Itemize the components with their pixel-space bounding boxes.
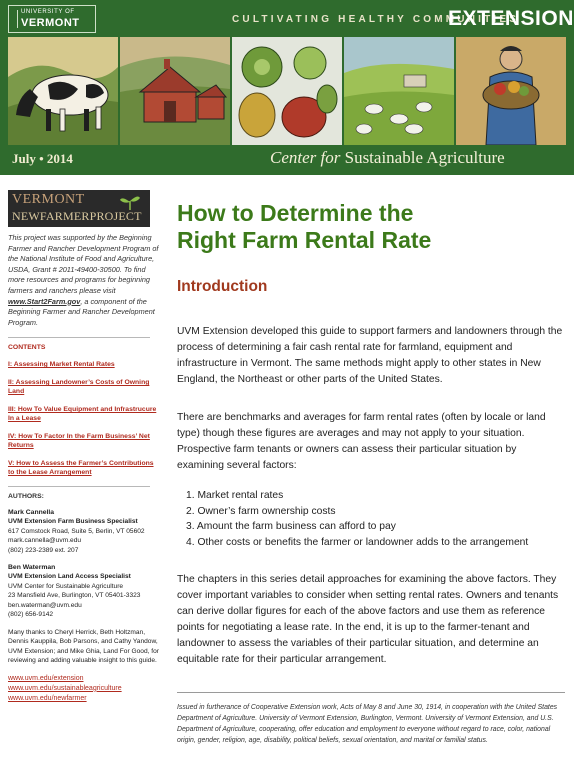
authors-heading: AUTHORS: (8, 493, 44, 501)
page-header (0, 0, 574, 175)
support-text-after: , a component of the Beginning Farmer and Rancher Development Program. (8, 296, 155, 327)
author-address: 23 Mansfield Ave, Burlington, VT 05401-3323 (8, 592, 141, 600)
toc-link-landowner-costs[interactable]: II: Assessing Landowner’s Costs of Owning Land (8, 379, 150, 396)
paragraph: UVM Extension developed this guide to support farmers and landowners through the process of determining a fair cash rental rate for farmland, equipment and infrastructure in Vermont. The same methods might apply to other states in New England, the Northeast or other parts of the United States. (177, 326, 563, 385)
contents-heading: CONTENTS (8, 344, 46, 352)
author-title: UVM Extension Farm Business Specialist (8, 518, 138, 526)
author-name: Mark Cannella (8, 509, 55, 517)
toc-link-farmer-contributions[interactable]: V: How to Assess the Farmer’s Contributions to the Lease Arrangement (8, 460, 154, 477)
footer-disclaimer: Issued in furtherance of Cooperative Extension work, Acts of May 8 and June 30, 1914, in cooperation with the United States Department of Agriculture. University of Vermont Extension, Burlington, Vermont. University of Vermont Extension, and U.S. Department of Agriculture, cooperating, offer education and employment to everyone without regard to race, color, national origin, gender, religion, age, disability, political beliefs, sexual orientation, and marital or familial status. (177, 704, 558, 744)
list-item: 1. Market rental rates (186, 490, 284, 501)
vegetables-illustration (232, 37, 342, 145)
sheep-pasture-illustration (344, 37, 454, 145)
url-list (8, 674, 160, 704)
url-extension-link[interactable]: www.uvm.edu/extension (8, 674, 84, 682)
paragraph: The chapters in this series detail approaches for examining the above factors. They cover important variables to consider when setting rental rates. Owners and tenants can derive dollar figures for each of the above factors and use them as reference points for negotiating a lease rate. In the end, it is up to the farmer-tenant and landowner to assess the variables of their particular situation, and determine an equitable rate for their particular arrangement. (177, 574, 559, 665)
support-statement (8, 233, 160, 328)
author-email[interactable]: mark.cannella@uvm.edu (8, 537, 82, 545)
farmer-illustration (456, 37, 566, 145)
document-title: How to Determine the Right Farm Rental Rate (177, 200, 432, 253)
uvm-logo[interactable] (8, 5, 96, 33)
author-name: Ben Waterman (8, 564, 56, 572)
list-item: 4. Other costs or benefits the farmer or landowner adds to the arrangement (186, 536, 529, 548)
sprout-icon (118, 194, 142, 210)
toc-link-equipment-infrastructure[interactable]: III: How To Value Equipment and Infrastrucure In a Lease (8, 406, 157, 423)
center-title (270, 148, 505, 168)
logo-line-1: VERMONT (12, 192, 85, 207)
cow-illustration (8, 37, 118, 145)
author-email[interactable]: ben.waterman@uvm.edu (8, 601, 82, 609)
start2farm-link[interactable]: www.Start2Farm.gov (8, 296, 81, 306)
author-title: UVM Extension Land Access Specialist (8, 573, 131, 581)
url-newfarmer-link[interactable]: www.uvm.edu/newfarmer (8, 694, 87, 702)
author-phone: (802) 223-2389 ext. 207 (8, 546, 79, 554)
header-tagline: CULTIVATING HEALTHY COMMUNITIES (232, 14, 520, 25)
section-heading-introduction: Introduction (177, 278, 268, 295)
extension-title: EXTENSION (448, 7, 574, 30)
author-phone: (802) 656-9142 (8, 611, 54, 619)
divider (8, 486, 150, 487)
author-address: 617 Comstock Road, Suite 5, Berlin, VT 05602 (8, 527, 145, 535)
divider (8, 337, 150, 338)
barn-illustration (120, 37, 230, 145)
toc-link-net-returns[interactable]: IV: How To Factor In the Farm Business’ Net Returns (8, 433, 150, 450)
list-item: 3. Amount the farm business can afford to pay (186, 521, 396, 532)
header-illustration-banner (8, 37, 566, 145)
center-title-italic: Center for (270, 148, 341, 167)
author-block (8, 508, 160, 555)
center-title-rest: Sustainable Agriculture (344, 148, 505, 167)
uvm-shield-icon (12, 10, 18, 28)
footer-divider (177, 692, 565, 693)
issue-date: July • 2014 (12, 151, 73, 166)
paragraph: There are benchmarks and averages for farm rental rates (often by locale or land type) though these figures are averages and may not apply to your situation. Prospective farm tenants or owners can assess their particular situation by examining several factors: (177, 412, 546, 471)
factors-list (186, 488, 565, 550)
acknowledgements: Many thanks to Cheryl Herrick, Beth Holtzman, Dennis Kauppila, Bob Parsons, and Cathy Yandow, UVM Extension; and Mike Ghia, Land For Good, for reviewing and adding valuable insight to this guide. (8, 628, 159, 665)
author-block (8, 563, 160, 620)
logo-line-2: NEWFARMERPROJECT (12, 209, 142, 223)
list-item: 2. Owner’s farm ownership costs (186, 505, 336, 517)
sidebar (8, 190, 160, 704)
author-org: UVM Center for Sustainable Agriculture (8, 582, 124, 590)
logo-university-text: UNIVERSITY OF (21, 9, 75, 15)
url-sustainable-ag-link[interactable]: www.uvm.edu/sustainableagriculture (8, 684, 122, 692)
main-content (177, 200, 565, 668)
support-text-before: This project was supported by the Beginning Farmer and Rancher Development Program of the National Institute of Food and Agriculture, USDA, Grant # 2011-49400-30500. To find more resources and programs for beginning farmers and ranchers please visit (8, 233, 159, 295)
logo-vermont-text: VERMONT (21, 17, 80, 29)
toc-link-market-rental-rates[interactable]: I: Assessing Market Rental Rates (8, 361, 115, 369)
vermont-new-farmer-project-logo[interactable] (8, 190, 150, 227)
